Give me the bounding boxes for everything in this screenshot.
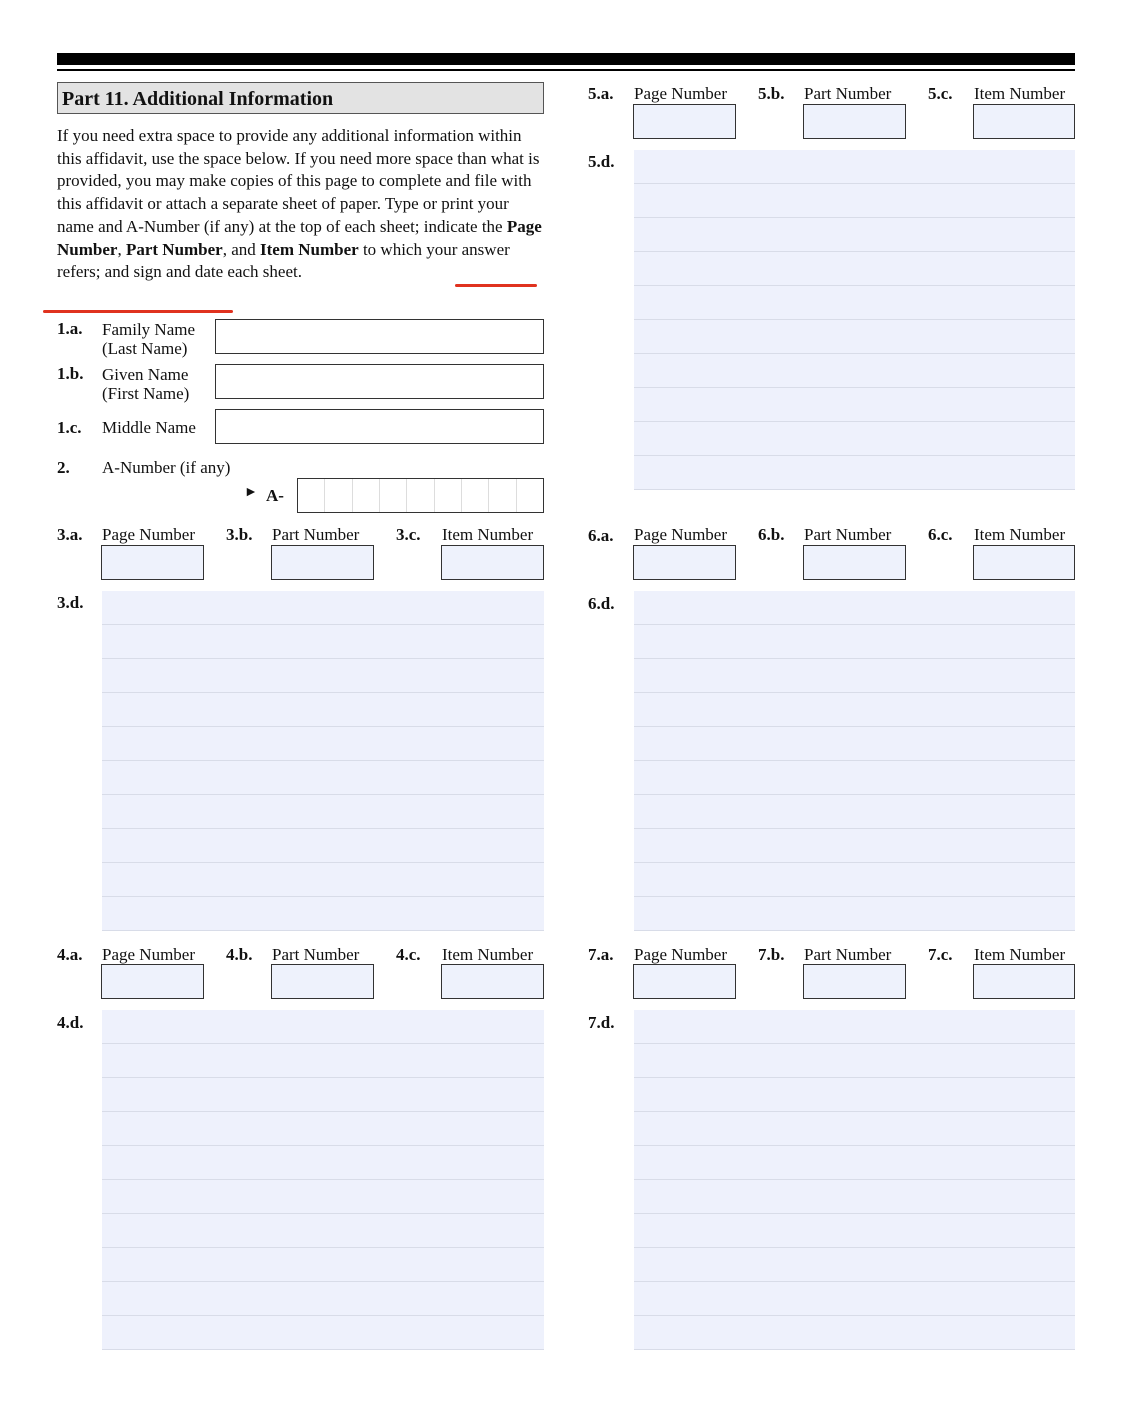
part-number-label: Part Number	[272, 945, 360, 964]
a-number-digit-cell	[517, 479, 543, 512]
item-number: 3.c.	[396, 525, 421, 544]
page-number-label: Page Number	[102, 945, 196, 964]
item-number: 2.	[57, 458, 70, 477]
page-number-field[interactable]	[101, 964, 204, 999]
additional-info-textarea[interactable]	[634, 591, 1075, 931]
part-number-field[interactable]	[803, 964, 906, 999]
a-number-digit-cell	[353, 479, 380, 512]
item-number: 1.a.	[57, 319, 83, 338]
item-number: 6.d.	[588, 594, 615, 613]
item-number: 4.b.	[226, 945, 253, 964]
item-number: 1.c.	[57, 418, 82, 437]
a-number-digit-cell	[325, 479, 352, 512]
given-name-label-line2: (First Name)	[102, 384, 190, 403]
middle-name-field[interactable]	[215, 409, 544, 444]
item-number: 6.c.	[928, 525, 953, 544]
page-number-field[interactable]	[633, 545, 736, 580]
item-number: 7.a.	[588, 945, 614, 964]
page-number-label: Page Number	[634, 945, 728, 964]
instructions-bold-item-number: Item Number	[260, 239, 359, 259]
instructions-paragraph	[57, 125, 547, 284]
item-number: 3.d.	[57, 593, 84, 612]
additional-info-textarea[interactable]	[634, 1010, 1075, 1350]
a-number-digit-cell	[489, 479, 516, 512]
part-number-label: Part Number	[272, 525, 360, 544]
item-number: 4.c.	[396, 945, 421, 964]
item-number-label: Item Number	[442, 945, 534, 964]
item-number-field[interactable]	[973, 104, 1075, 139]
top-rule-thin	[57, 69, 1075, 71]
a-number-field[interactable]	[297, 478, 544, 513]
instructions-bold-page-number: Page Number	[57, 216, 542, 259]
part-title: Part 11. Additional Information	[57, 82, 544, 114]
a-number-label: A-Number (if any)	[102, 458, 231, 477]
item-number: 3.b.	[226, 525, 253, 544]
page-number-field[interactable]	[101, 545, 204, 580]
item-number-field[interactable]	[973, 545, 1075, 580]
page-number-field[interactable]	[633, 964, 736, 999]
item-number: 4.d.	[57, 1013, 84, 1032]
red-underline-annotation	[455, 284, 537, 287]
given-name-field[interactable]	[215, 364, 544, 399]
a-number-digit-cell	[435, 479, 462, 512]
item-number-label: Item Number	[442, 525, 534, 544]
item-number: 5.b.	[758, 84, 785, 103]
item-number-field[interactable]	[973, 964, 1075, 999]
item-number: 5.a.	[588, 84, 614, 103]
page-number-label: Page Number	[634, 84, 728, 103]
a-number-digit-cell	[380, 479, 407, 512]
family-name-label-line2: (Last Name)	[102, 339, 188, 358]
item-number: 1.b.	[57, 364, 84, 383]
instructions-text: to which your answer refers; and	[57, 239, 510, 282]
middle-name-label: Middle Name	[102, 418, 196, 437]
additional-info-textarea[interactable]	[102, 1010, 544, 1350]
part-number-label: Part Number	[804, 525, 892, 544]
item-number-label: Item Number	[974, 945, 1066, 964]
a-number-digit-cell	[462, 479, 489, 512]
item-number: 7.d.	[588, 1013, 615, 1032]
family-name-label	[102, 320, 195, 358]
item-number: 5.d.	[588, 152, 615, 171]
a-number-digit-cell	[407, 479, 434, 512]
additional-info-textarea[interactable]	[634, 150, 1075, 490]
part-number-label: Part Number	[804, 945, 892, 964]
item-number: 5.c.	[928, 84, 953, 103]
instructions-bold-part-number: Part Number	[125, 239, 223, 259]
page-number-label: Page Number	[634, 525, 728, 544]
a-number-digit-cell	[298, 479, 325, 512]
a-number-prefix: A-	[266, 486, 284, 505]
instructions-text: ,	[117, 239, 126, 259]
red-underline-annotation	[43, 310, 233, 313]
item-number: 3.a.	[57, 525, 83, 544]
item-number-label: Item Number	[974, 525, 1066, 544]
additional-info-textarea[interactable]	[102, 591, 544, 931]
item-number: 6.a.	[588, 526, 614, 545]
item-number-field[interactable]	[441, 545, 544, 580]
item-number: 7.c.	[928, 945, 953, 964]
item-number: 7.b.	[758, 945, 785, 964]
item-number: 6.b.	[758, 525, 785, 544]
given-name-label	[102, 365, 189, 403]
top-rule-thick	[57, 53, 1075, 65]
part-number-label: Part Number	[804, 84, 892, 103]
item-number-label: Item Number	[974, 84, 1066, 103]
part-number-field[interactable]	[803, 104, 906, 139]
instructions-text: , and	[222, 239, 261, 259]
instructions-text: If you need extra space to provide any additional information within this affidavit, use the space below. If you need more space than what is provided, you may make copies of this page to complete and file with this affidavit or attach a separate sheet of paper. Type or print your name and A-Number (if any) at the top of each sheet; indicate the	[57, 126, 540, 236]
instructions-sign-date: sign and date each sheet.	[133, 262, 302, 282]
item-number-field[interactable]	[441, 964, 544, 999]
page-number-field[interactable]	[633, 104, 736, 139]
part-number-field[interactable]	[271, 545, 374, 580]
arrow-right-icon: ►	[244, 485, 258, 500]
family-name-field[interactable]	[215, 319, 544, 354]
part-number-field[interactable]	[271, 964, 374, 999]
item-number: 4.a.	[57, 945, 83, 964]
page-number-label: Page Number	[102, 525, 196, 544]
given-name-label-line1: Given Name	[102, 365, 189, 384]
family-name-label-line1: Family Name	[102, 320, 196, 339]
part-number-field[interactable]	[803, 545, 906, 580]
